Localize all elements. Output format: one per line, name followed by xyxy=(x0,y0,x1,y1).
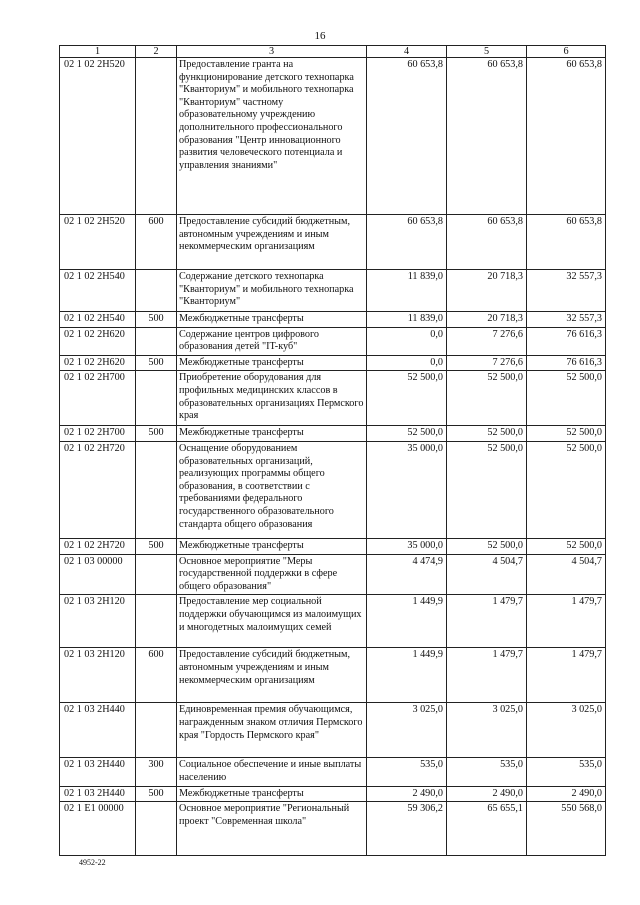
row-value-col4: 1 449,9 xyxy=(367,595,447,648)
row-expense-type xyxy=(136,441,177,538)
row-value-col4: 3 025,0 xyxy=(367,703,447,758)
page-number: 16 xyxy=(314,30,326,42)
row-value-col4: 35 000,0 xyxy=(367,538,447,554)
table-row xyxy=(60,595,606,648)
row-code: 02 1 Е1 00000 xyxy=(60,802,136,856)
row-expense-type xyxy=(136,270,177,312)
row-value-col5: 20 718,3 xyxy=(447,312,527,328)
row-value-col4: 59 306,2 xyxy=(367,802,447,856)
row-code: 02 1 03 2Н440 xyxy=(60,758,136,786)
row-value-col5: 1 479,7 xyxy=(447,595,527,648)
row-name: Приобретение оборудования для профильных медицинских классов в образовательных организациях Пермского края xyxy=(177,371,367,426)
row-expense-type xyxy=(136,58,177,215)
row-value-col5: 7 276,6 xyxy=(447,355,527,371)
row-value-col5: 65 655,1 xyxy=(447,802,527,856)
row-value-col4: 52 500,0 xyxy=(367,371,447,426)
row-expense-type xyxy=(136,595,177,648)
row-value-col5: 4 504,7 xyxy=(447,554,527,595)
row-value-col6: 52 500,0 xyxy=(527,441,606,538)
row-value-col5: 60 653,8 xyxy=(447,58,527,215)
row-value-col5: 7 276,6 xyxy=(447,327,527,355)
row-code: 02 1 03 2Н440 xyxy=(60,786,136,802)
row-value-col6: 52 500,0 xyxy=(527,371,606,426)
row-name: Предоставление субсидий бюджетным, автономным учреждениям и иным некоммерческим организациям xyxy=(177,648,367,703)
column-header-1: 1 xyxy=(60,46,136,58)
column-header-6: 6 xyxy=(527,46,606,58)
row-value-col6: 76 616,3 xyxy=(527,327,606,355)
row-value-col6: 1 479,7 xyxy=(527,595,606,648)
row-expense-type: 500 xyxy=(136,355,177,371)
row-expense-type: 500 xyxy=(136,312,177,328)
table-row xyxy=(60,648,606,703)
row-name: Предоставление мер социальной поддержки обучающимся из малоимущих и многодетных малоимущих семей xyxy=(177,595,367,648)
table-row xyxy=(60,441,606,538)
table-row xyxy=(60,270,606,312)
row-expense-type: 500 xyxy=(136,426,177,442)
row-name: Единовременная премия обучающимся, награжденным знаком отличия Пермского края "Гордость Пермского края" xyxy=(177,703,367,758)
table-row xyxy=(60,312,606,328)
row-name: Содержание детского технопарка "Кванториум" и мобильного технопарка "Кванториум" xyxy=(177,270,367,312)
row-code: 02 1 02 2Н540 xyxy=(60,312,136,328)
table-row xyxy=(60,802,606,856)
row-value-col6: 1 479,7 xyxy=(527,648,606,703)
row-value-col5: 535,0 xyxy=(447,758,527,786)
row-code: 02 1 02 2Н520 xyxy=(60,215,136,270)
row-code: 02 1 03 00000 xyxy=(60,554,136,595)
row-name: Основное мероприятие "Региональный проект "Современная школа" xyxy=(177,802,367,856)
row-code: 02 1 02 2Н700 xyxy=(60,371,136,426)
row-name: Межбюджетные трансферты xyxy=(177,426,367,442)
row-name: Предоставление гранта на функционирование детского технопарка "Кванториум" и мобильного технопарка "Кванториум" частному образовательному учреждению дополнительного профессионального образования "Центр инновационного развития человеческого потенциала и управления знаниями" xyxy=(177,58,367,215)
row-value-col5: 52 500,0 xyxy=(447,426,527,442)
table-row xyxy=(60,786,606,802)
table-row xyxy=(60,355,606,371)
footer-code: 4952-22 xyxy=(79,858,106,867)
row-name: Оснащение оборудованием образовательных организаций, реализующих программы общего образования, в соответствии с требованиями федерального государственного образовательного стандарта общего образования xyxy=(177,441,367,538)
row-code: 02 1 02 2Н520 xyxy=(60,58,136,215)
row-name: Межбюджетные трансферты xyxy=(177,312,367,328)
row-expense-type xyxy=(136,802,177,856)
row-code: 02 1 02 2Н700 xyxy=(60,426,136,442)
row-value-col4: 1 449,9 xyxy=(367,648,447,703)
row-name: Межбюджетные трансферты xyxy=(177,538,367,554)
row-value-col6: 535,0 xyxy=(527,758,606,786)
row-value-col4: 535,0 xyxy=(367,758,447,786)
table-row xyxy=(60,703,606,758)
table-row xyxy=(60,538,606,554)
row-value-col5: 52 500,0 xyxy=(447,441,527,538)
row-code: 02 1 02 2Н720 xyxy=(60,538,136,554)
row-value-col6: 32 557,3 xyxy=(527,270,606,312)
table-row xyxy=(60,426,606,442)
row-value-col4: 0,0 xyxy=(367,327,447,355)
row-code: 02 1 02 2Н620 xyxy=(60,327,136,355)
table-row xyxy=(60,758,606,786)
row-code: 02 1 03 2Н440 xyxy=(60,703,136,758)
row-expense-type: 500 xyxy=(136,538,177,554)
row-value-col6: 60 653,8 xyxy=(527,215,606,270)
row-expense-type xyxy=(136,554,177,595)
column-header-4: 4 xyxy=(367,46,447,58)
row-value-col5: 52 500,0 xyxy=(447,538,527,554)
row-expense-type xyxy=(136,703,177,758)
row-code: 02 1 02 2Н540 xyxy=(60,270,136,312)
row-code: 02 1 02 2Н620 xyxy=(60,355,136,371)
row-value-col6: 52 500,0 xyxy=(527,426,606,442)
row-expense-type: 600 xyxy=(136,648,177,703)
row-value-col4: 35 000,0 xyxy=(367,441,447,538)
row-value-col4: 60 653,8 xyxy=(367,215,447,270)
table-row xyxy=(60,327,606,355)
row-expense-type: 300 xyxy=(136,758,177,786)
table-row xyxy=(60,371,606,426)
table-row xyxy=(60,58,606,215)
column-header-5: 5 xyxy=(447,46,527,58)
row-value-col4: 52 500,0 xyxy=(367,426,447,442)
row-value-col6: 32 557,3 xyxy=(527,312,606,328)
column-header-3: 3 xyxy=(177,46,367,58)
row-value-col6: 550 568,0 xyxy=(527,802,606,856)
row-value-col6: 76 616,3 xyxy=(527,355,606,371)
table-row xyxy=(60,215,606,270)
table-row xyxy=(60,554,606,595)
row-code: 02 1 03 2Н120 xyxy=(60,595,136,648)
row-value-col6: 3 025,0 xyxy=(527,703,606,758)
row-value-col4: 60 653,8 xyxy=(367,58,447,215)
row-value-col5: 1 479,7 xyxy=(447,648,527,703)
row-name: Межбюджетные трансферты xyxy=(177,355,367,371)
row-value-col6: 4 504,7 xyxy=(527,554,606,595)
row-value-col4: 0,0 xyxy=(367,355,447,371)
row-value-col4: 4 474,9 xyxy=(367,554,447,595)
row-value-col5: 2 490,0 xyxy=(447,786,527,802)
row-value-col5: 52 500,0 xyxy=(447,371,527,426)
row-value-col5: 20 718,3 xyxy=(447,270,527,312)
row-name: Содержание центров цифрового образования детей "IT-куб" xyxy=(177,327,367,355)
row-code: 02 1 03 2Н120 xyxy=(60,648,136,703)
row-value-col4: 11 839,0 xyxy=(367,270,447,312)
row-name: Предоставление субсидий бюджетным, автономным учреждениям и иным некоммерческим организациям xyxy=(177,215,367,270)
row-code: 02 1 02 2Н720 xyxy=(60,441,136,538)
row-value-col4: 2 490,0 xyxy=(367,786,447,802)
row-expense-type xyxy=(136,371,177,426)
row-value-col6: 52 500,0 xyxy=(527,538,606,554)
row-expense-type xyxy=(136,327,177,355)
row-name: Социальное обеспечение и иные выплаты населению xyxy=(177,758,367,786)
row-value-col6: 2 490,0 xyxy=(527,786,606,802)
column-header-2: 2 xyxy=(136,46,177,58)
row-value-col5: 60 653,8 xyxy=(447,215,527,270)
budget-table xyxy=(59,45,606,856)
row-name: Межбюджетные трансферты xyxy=(177,786,367,802)
row-name: Основное мероприятие "Меры государственной поддержки в сфере общего образования" xyxy=(177,554,367,595)
row-value-col6: 60 653,8 xyxy=(527,58,606,215)
row-expense-type: 500 xyxy=(136,786,177,802)
row-value-col4: 11 839,0 xyxy=(367,312,447,328)
header-row xyxy=(60,46,606,58)
row-value-col5: 3 025,0 xyxy=(447,703,527,758)
row-expense-type: 600 xyxy=(136,215,177,270)
